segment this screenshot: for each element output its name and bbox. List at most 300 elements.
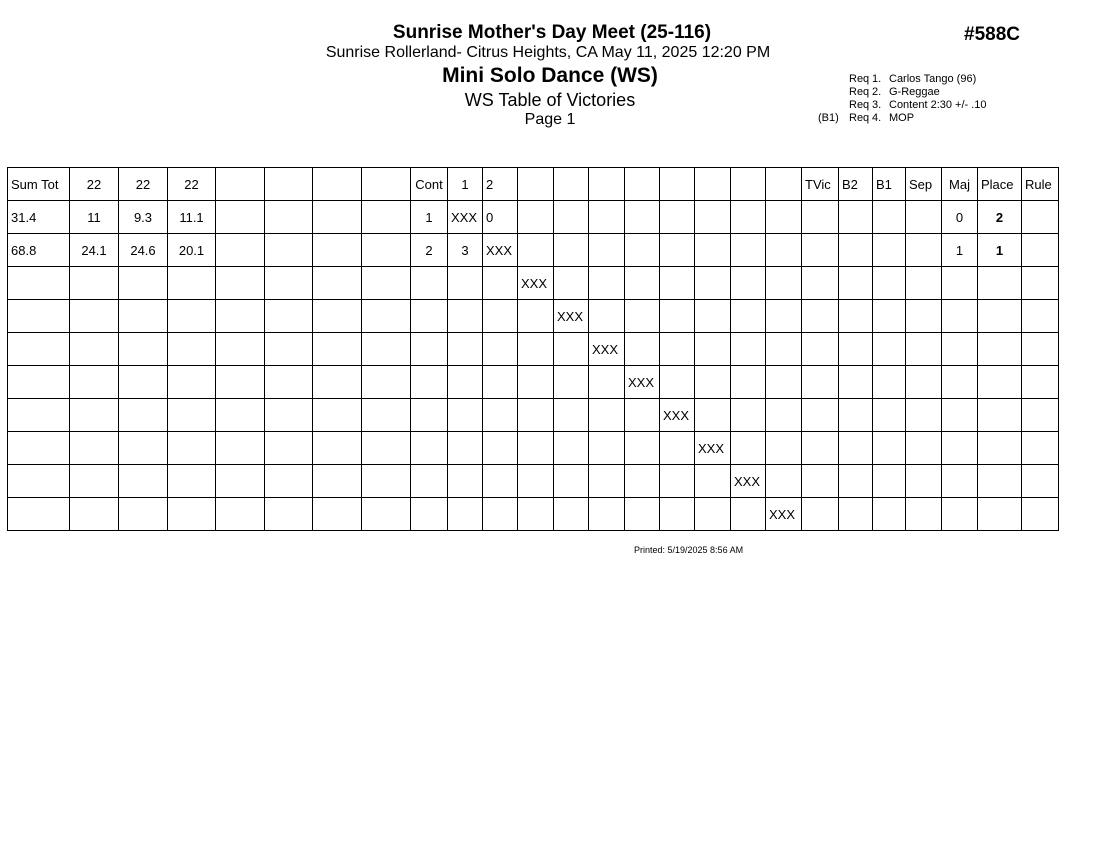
table-cell <box>802 300 839 333</box>
column-header <box>216 168 265 201</box>
column-header: 22 <box>168 168 216 201</box>
table-row <box>8 498 1059 531</box>
table-cell <box>265 498 313 531</box>
table-cell <box>518 234 554 267</box>
table-cell <box>839 267 873 300</box>
table-cell <box>483 498 518 531</box>
table-cell: 68.8 <box>8 234 70 267</box>
table-cell <box>362 300 411 333</box>
table-cell <box>839 498 873 531</box>
table-cell <box>906 300 942 333</box>
table-cell <box>483 300 518 333</box>
requirement-item <box>818 86 987 99</box>
requirement-number: 1. <box>872 73 882 85</box>
table-cell <box>731 333 766 366</box>
table-cell <box>978 267 1022 300</box>
table-cell: 11.1 <box>168 201 216 234</box>
table-cell <box>906 465 942 498</box>
table-cell <box>448 333 483 366</box>
table-cell <box>1022 432 1059 465</box>
table-cell <box>731 201 766 234</box>
table-cell <box>695 498 731 531</box>
table-cell <box>483 465 518 498</box>
requirement-item <box>818 73 987 86</box>
table-cell <box>554 333 589 366</box>
table-cell: XXX <box>483 234 518 267</box>
table-cell <box>839 333 873 366</box>
table-cell <box>119 366 168 399</box>
table-cell: XXX <box>695 432 731 465</box>
requirement-tag <box>818 99 849 112</box>
table-cell <box>265 333 313 366</box>
column-header <box>313 168 362 201</box>
table-cell <box>660 267 695 300</box>
requirement-number: 3. <box>872 99 882 111</box>
column-header: Rule <box>1022 168 1059 201</box>
table-cell <box>411 399 448 432</box>
table-cell <box>839 399 873 432</box>
table-cell <box>518 498 554 531</box>
table-cell <box>411 366 448 399</box>
table-cell <box>313 234 362 267</box>
table-cell <box>265 234 313 267</box>
event-name: Mini Solo Dance (WS) <box>442 64 658 87</box>
table-cell <box>589 201 625 234</box>
header-row <box>8 168 1059 201</box>
table-cell <box>1022 234 1059 267</box>
table-cell <box>168 300 216 333</box>
page-label: Page 1 <box>524 111 576 128</box>
table-cell <box>660 333 695 366</box>
table-cell <box>216 366 265 399</box>
table-cell <box>695 201 731 234</box>
table-cell <box>8 465 70 498</box>
table-body <box>8 168 1059 531</box>
table-cell <box>625 201 660 234</box>
table-cell <box>942 333 978 366</box>
table-cell <box>265 366 313 399</box>
table-cell <box>362 366 411 399</box>
table-cell <box>731 498 766 531</box>
table-cell <box>411 267 448 300</box>
table-cell <box>313 399 362 432</box>
column-header: 22 <box>119 168 168 201</box>
table-cell <box>906 399 942 432</box>
table-cell <box>119 267 168 300</box>
table-cell <box>766 267 802 300</box>
table-cell <box>873 366 906 399</box>
table-cell <box>265 201 313 234</box>
table-cell <box>8 399 70 432</box>
table-cell <box>802 465 839 498</box>
table-cell <box>119 432 168 465</box>
table-cell <box>448 366 483 399</box>
table-cell <box>942 267 978 300</box>
table-cell <box>448 300 483 333</box>
table-cell <box>625 465 660 498</box>
table-cell <box>589 300 625 333</box>
table-cell <box>448 267 483 300</box>
table-cell: 31.4 <box>8 201 70 234</box>
requirement-item <box>818 99 987 112</box>
table-cell <box>554 432 589 465</box>
table-cell: XXX <box>518 267 554 300</box>
table-cell <box>448 465 483 498</box>
table-cell <box>802 498 839 531</box>
column-header: TVic <box>802 168 839 201</box>
table-cell <box>906 432 942 465</box>
table-cell: XXX <box>589 333 625 366</box>
column-header: B1 <box>873 168 906 201</box>
column-header <box>625 168 660 201</box>
table-cell: 1 <box>411 201 448 234</box>
table-cell <box>362 201 411 234</box>
table-cell: XXX <box>448 201 483 234</box>
table-cell <box>766 366 802 399</box>
table-cell <box>411 300 448 333</box>
table-cell <box>168 267 216 300</box>
table-cell <box>906 366 942 399</box>
venue-line: Sunrise Rollerland- Citrus Heights, CA May 11, 2025 12:20 PM <box>325 44 771 61</box>
table-cell <box>625 300 660 333</box>
requirement-tag <box>818 73 849 86</box>
table-cell <box>978 300 1022 333</box>
requirement-label: Req <box>849 86 870 98</box>
table-row <box>8 267 1059 300</box>
table-cell <box>483 432 518 465</box>
table-cell <box>216 234 265 267</box>
table-cell <box>518 465 554 498</box>
table-cell <box>660 465 695 498</box>
table-cell: 20.1 <box>168 234 216 267</box>
requirement-label: Req <box>849 112 870 124</box>
table-cell <box>839 201 873 234</box>
table-cell <box>216 498 265 531</box>
table-row <box>8 399 1059 432</box>
table-cell <box>483 333 518 366</box>
table-cell: 24.6 <box>119 234 168 267</box>
column-header: Cont <box>411 168 448 201</box>
column-header <box>362 168 411 201</box>
table-cell <box>216 300 265 333</box>
table-cell <box>265 267 313 300</box>
table-cell <box>589 267 625 300</box>
table-cell <box>802 267 839 300</box>
table-cell <box>589 366 625 399</box>
table-cell <box>906 267 942 300</box>
table-cell <box>448 399 483 432</box>
table-cell <box>411 465 448 498</box>
table-cell <box>554 366 589 399</box>
table-cell <box>265 465 313 498</box>
table-cell <box>168 399 216 432</box>
table-cell <box>873 465 906 498</box>
column-header: Sum Tot <box>8 168 70 201</box>
table-cell <box>362 234 411 267</box>
table-cell <box>216 201 265 234</box>
page-subtitle: WS Table of Victories <box>464 90 636 110</box>
table-cell <box>8 333 70 366</box>
table-cell <box>411 333 448 366</box>
table-cell <box>216 267 265 300</box>
table-cell <box>873 201 906 234</box>
table-cell: 24.1 <box>70 234 119 267</box>
table-cell <box>766 399 802 432</box>
table-cell <box>695 234 731 267</box>
table-cell <box>313 201 362 234</box>
table-cell <box>802 333 839 366</box>
requirements-list <box>818 73 987 125</box>
table-cell <box>8 498 70 531</box>
column-header <box>518 168 554 201</box>
table-cell <box>906 234 942 267</box>
table-cell <box>839 300 873 333</box>
table-cell <box>554 465 589 498</box>
table-cell <box>660 498 695 531</box>
table-cell <box>70 465 119 498</box>
table-cell <box>70 333 119 366</box>
table-cell <box>978 498 1022 531</box>
table-row <box>8 333 1059 366</box>
column-header <box>554 168 589 201</box>
table-cell <box>873 267 906 300</box>
table-cell <box>802 201 839 234</box>
table-cell <box>362 498 411 531</box>
table-cell <box>448 432 483 465</box>
table-cell <box>168 366 216 399</box>
table-row <box>8 201 1059 234</box>
table-cell: XXX <box>660 399 695 432</box>
table-cell <box>660 366 695 399</box>
table-cell <box>313 300 362 333</box>
requirement-text: MOP <box>889 112 915 124</box>
table-cell <box>873 432 906 465</box>
requirement-text: Content 2:30 +/- .10 <box>889 99 987 111</box>
table-cell <box>518 399 554 432</box>
requirement-number: 2. <box>872 86 882 98</box>
table-cell <box>873 333 906 366</box>
table-cell <box>1022 333 1059 366</box>
table-cell: XXX <box>731 465 766 498</box>
column-header <box>766 168 802 201</box>
table-cell <box>362 267 411 300</box>
table-cell <box>873 300 906 333</box>
table-cell: 1 <box>978 234 1022 267</box>
table-cell <box>766 201 802 234</box>
table-cell <box>216 333 265 366</box>
table-cell <box>625 432 660 465</box>
table-cell: XXX <box>766 498 802 531</box>
table-cell: 9.3 <box>119 201 168 234</box>
table-cell <box>731 300 766 333</box>
table-cell <box>695 399 731 432</box>
table-cell <box>625 234 660 267</box>
table-cell <box>589 498 625 531</box>
table-cell <box>802 432 839 465</box>
table-cell <box>216 432 265 465</box>
table-cell <box>313 465 362 498</box>
table-cell <box>978 465 1022 498</box>
table-cell <box>1022 498 1059 531</box>
table-cell <box>70 300 119 333</box>
table-cell <box>362 399 411 432</box>
table-cell <box>554 399 589 432</box>
table-cell <box>589 234 625 267</box>
table-cell <box>942 366 978 399</box>
table-cell <box>766 465 802 498</box>
table-cell <box>8 366 70 399</box>
table-cell <box>906 333 942 366</box>
table-row <box>8 465 1059 498</box>
table-cell <box>554 498 589 531</box>
requirement-label: Req <box>849 99 870 111</box>
requirement-tag <box>818 86 849 99</box>
table-cell <box>483 366 518 399</box>
table-cell <box>168 333 216 366</box>
table-cell <box>1022 366 1059 399</box>
table-cell <box>265 432 313 465</box>
column-header: Maj <box>942 168 978 201</box>
table-cell <box>589 432 625 465</box>
table-cell <box>518 366 554 399</box>
table-cell <box>625 267 660 300</box>
table-cell <box>483 399 518 432</box>
table-row <box>8 366 1059 399</box>
table-cell <box>695 333 731 366</box>
table-cell: 11 <box>70 201 119 234</box>
table-cell <box>839 465 873 498</box>
table-cell <box>660 300 695 333</box>
table-cell <box>70 432 119 465</box>
table-cell: XXX <box>554 300 589 333</box>
table-cell <box>695 366 731 399</box>
table-cell <box>802 366 839 399</box>
table-cell <box>802 234 839 267</box>
requirement-text: Carlos Tango (96) <box>889 73 977 85</box>
table-cell <box>660 432 695 465</box>
table-cell <box>695 465 731 498</box>
table-cell <box>70 366 119 399</box>
table-cell <box>766 432 802 465</box>
column-header: Sep <box>906 168 942 201</box>
table-cell <box>589 465 625 498</box>
table-cell: 0 <box>942 201 978 234</box>
table-cell <box>839 432 873 465</box>
table-cell <box>411 432 448 465</box>
table-cell <box>8 300 70 333</box>
table-cell <box>313 366 362 399</box>
column-header <box>660 168 695 201</box>
table-cell <box>978 432 1022 465</box>
table-cell <box>873 498 906 531</box>
table-cell <box>660 234 695 267</box>
requirement-label: Req <box>849 73 870 85</box>
column-header <box>589 168 625 201</box>
table-cell <box>942 300 978 333</box>
table-cell <box>766 333 802 366</box>
table-cell <box>942 498 978 531</box>
table-cell <box>873 399 906 432</box>
table-cell <box>119 333 168 366</box>
table-cell <box>625 498 660 531</box>
table-cell <box>362 465 411 498</box>
table-cell <box>216 399 265 432</box>
table-cell <box>518 300 554 333</box>
table-cell <box>695 267 731 300</box>
table-cell <box>411 498 448 531</box>
table-cell <box>313 267 362 300</box>
table-cell <box>978 366 1022 399</box>
table-cell <box>8 432 70 465</box>
table-cell <box>313 333 362 366</box>
table-cell <box>554 234 589 267</box>
table-cell <box>265 399 313 432</box>
table-cell <box>448 498 483 531</box>
table-cell <box>589 399 625 432</box>
table-cell <box>906 498 942 531</box>
table-cell <box>1022 201 1059 234</box>
table-cell <box>731 366 766 399</box>
table-cell <box>942 399 978 432</box>
table-cell: 3 <box>448 234 483 267</box>
table-cell <box>70 498 119 531</box>
column-header: Place <box>978 168 1022 201</box>
table-cell <box>625 399 660 432</box>
table-cell <box>70 399 119 432</box>
table-cell <box>978 333 1022 366</box>
table-cell <box>554 267 589 300</box>
requirement-text: G-Reggae <box>889 86 940 98</box>
requirement-number: 4. <box>872 112 882 124</box>
table-cell <box>731 432 766 465</box>
table-cell: XXX <box>625 366 660 399</box>
table-cell <box>1022 300 1059 333</box>
table-cell <box>839 366 873 399</box>
table-cell <box>362 333 411 366</box>
table-cell <box>660 201 695 234</box>
table-cell <box>731 234 766 267</box>
table-cell: 2 <box>411 234 448 267</box>
meet-title: Sunrise Mother's Day Meet (25-116) <box>392 22 712 43</box>
table-cell <box>518 333 554 366</box>
table-cell <box>483 267 518 300</box>
table-cell <box>802 399 839 432</box>
table-cell <box>942 465 978 498</box>
requirement-tag: (B1) <box>818 112 839 124</box>
table-cell <box>119 399 168 432</box>
table-cell <box>168 432 216 465</box>
table-cell: 2 <box>978 201 1022 234</box>
table-cell <box>906 201 942 234</box>
table-cell <box>695 300 731 333</box>
table-cell: 1 <box>942 234 978 267</box>
table-cell <box>313 432 362 465</box>
table-cell <box>731 267 766 300</box>
victories-table <box>7 167 1059 531</box>
column-header <box>731 168 766 201</box>
column-header: 22 <box>70 168 119 201</box>
column-header <box>695 168 731 201</box>
table-cell <box>518 432 554 465</box>
table-cell <box>978 399 1022 432</box>
printed-timestamp: Printed: 5/19/2025 8:56 AM <box>634 545 744 555</box>
table-cell <box>1022 267 1059 300</box>
table-cell <box>839 234 873 267</box>
table-cell <box>313 498 362 531</box>
table-cell <box>8 267 70 300</box>
table-cell <box>873 234 906 267</box>
table-cell <box>766 300 802 333</box>
